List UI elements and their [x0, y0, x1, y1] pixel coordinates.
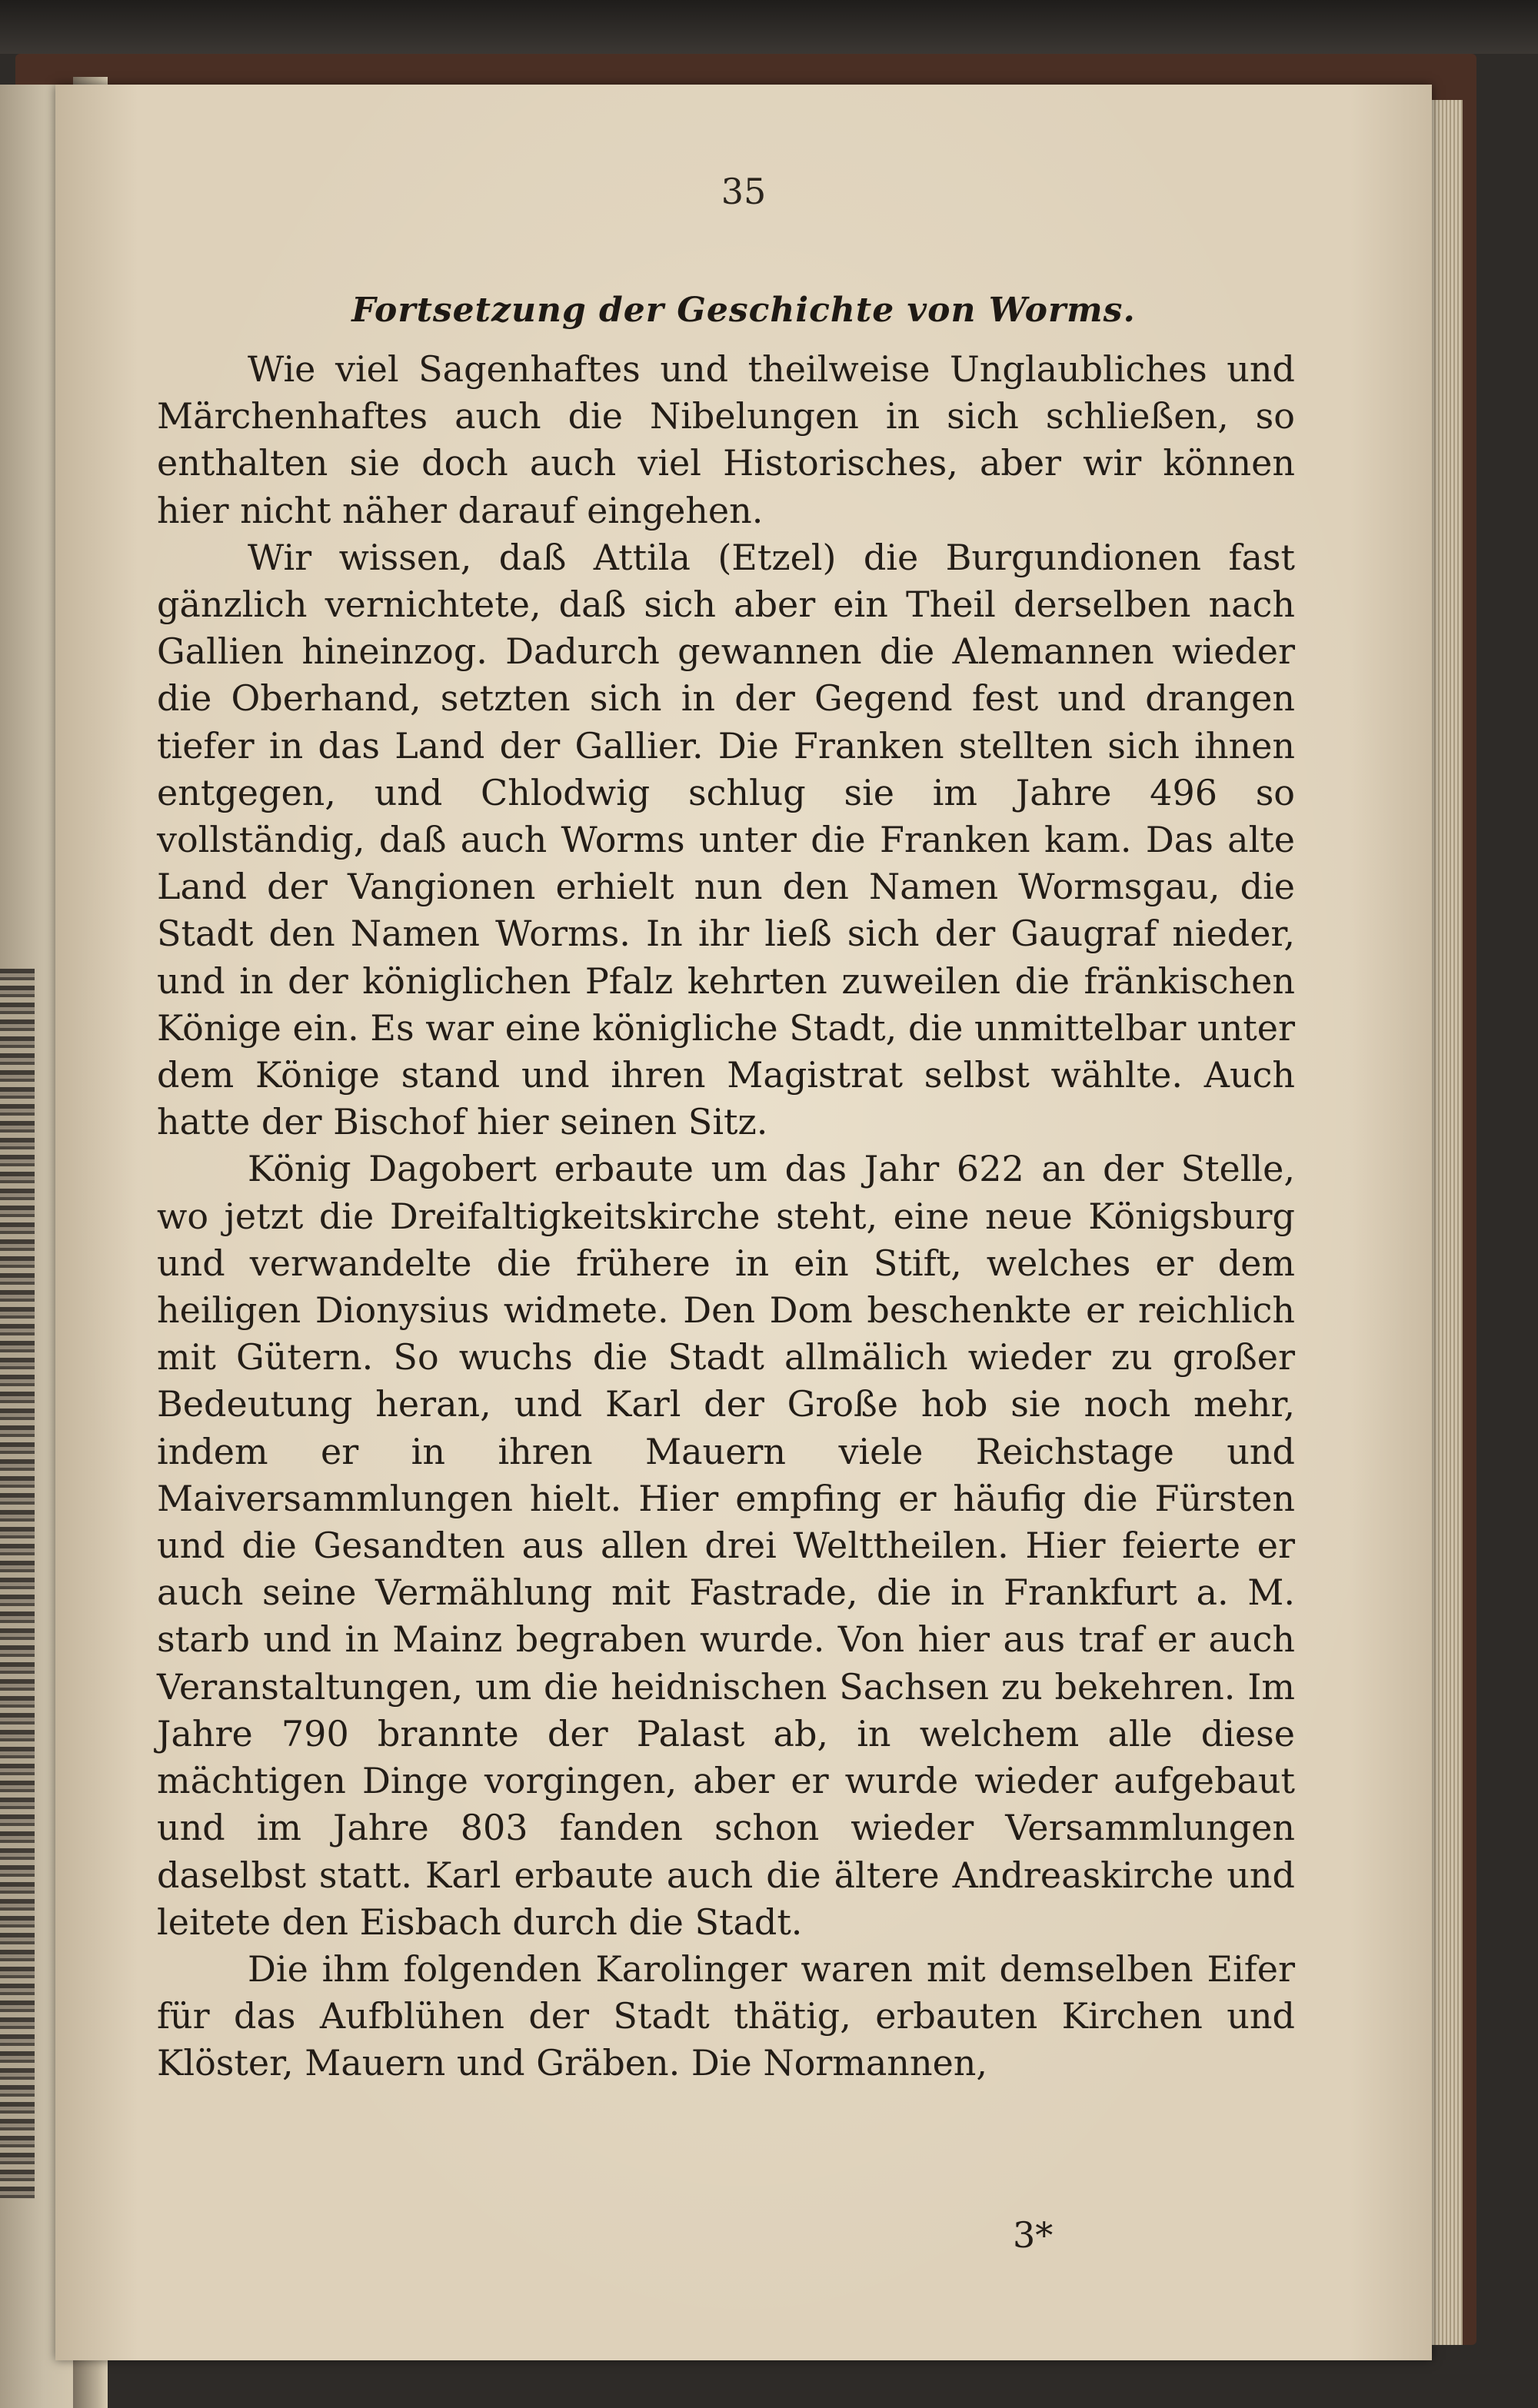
scanner-background [0, 0, 1538, 54]
page-number: 35 [721, 171, 767, 212]
book-page [55, 85, 1432, 2360]
left-page-illustration [0, 969, 35, 2199]
body-text [157, 346, 1295, 2087]
paragraph: Die ihm folgenden Karolinger waren mit demselben Eifer für das Aufblühen der Stadt thätig, erbauten Kirchen und Klöster, Mauern und Gräben. Die Normannen, [157, 1947, 1295, 2084]
chapter-heading: Fortsetzung der Geschichte von Worms. [351, 291, 1136, 330]
signature-mark: 3* [1013, 2214, 1054, 2256]
page-edges [1432, 100, 1463, 2345]
paragraph: König Dagobert erbaute um das Jahr 622 an der Stelle, wo jetzt die Dreifaltigkeitskirche steht, eine neue Königsburg und verwandelte die frühere in ein Stift, welches er dem heiligen Dionysius widmete. Den Dom beschenkte er reichlich mit Gütern. So wuchs die Stadt allmälich wieder zu großer Bedeutung heran, und Karl der Große hob sie noch mehr, indem er in ihren Mauern viele Reichstage und Maiversammlungen hielt. Hier empfing er häufig die Fürsten und die Gesandten aus allen drei Welttheilen. Hier feierte er auch seine Vermählung mit Fastrade, die in Frankfurt a. M. starb und in Mainz begraben wurde. Von hier aus traf er auch Veranstaltungen, um die heidnischen Sachsen zu bekehren. Im Jahre 790 brannte der Palast ab, in welchem alle diese mächtigen Dinge vorgingen, aber er wurde wieder aufgebaut und im Jahre 803 fanden schon wieder Versammlungen daselbst statt. Karl erbaute auch die ältere Andreaskirche und leitete den Eisbach durch die Stadt. [157, 1148, 1295, 1943]
paragraph: Wie viel Sagenhaftes und theilweise Unglaubliches und Märchenhaftes auch die Nibelungen in sich schließen, so enthalten sie doch auch viel Historisches, aber wir können hier nicht näher darauf eingehen. [157, 348, 1295, 531]
paragraph: Wir wissen, daß Attila (Etzel) die Burgundionen fast gänzlich vernichtete, daß sich aber ein Theil derselben nach Gallien hineinzog. Dadurch gewannen die Alemannen wieder die Oberhand, setzten sich in der Gegend fest und drangen tiefer in das Land der Gallier. Die Franken stellten sich ihnen entgegen, und Chlodwig schlug sie im Jahre 496 so vollständig, daß auch Worms unter die Franken kam. Das alte Land der Vangionen erhielt nun den Namen Wormsgau, die Stadt den Namen Worms. In ihr ließ sich der Gaugraf nieder, und in der königlichen Pfalz kehrten zuweilen die fränkischen Könige ein. Es war eine königliche Stadt, die unmittelbar unter dem Könige stand und ihren Magistrat selbst wählte. Auch hatte der Bischof hier seinen Sitz. [157, 536, 1295, 1143]
